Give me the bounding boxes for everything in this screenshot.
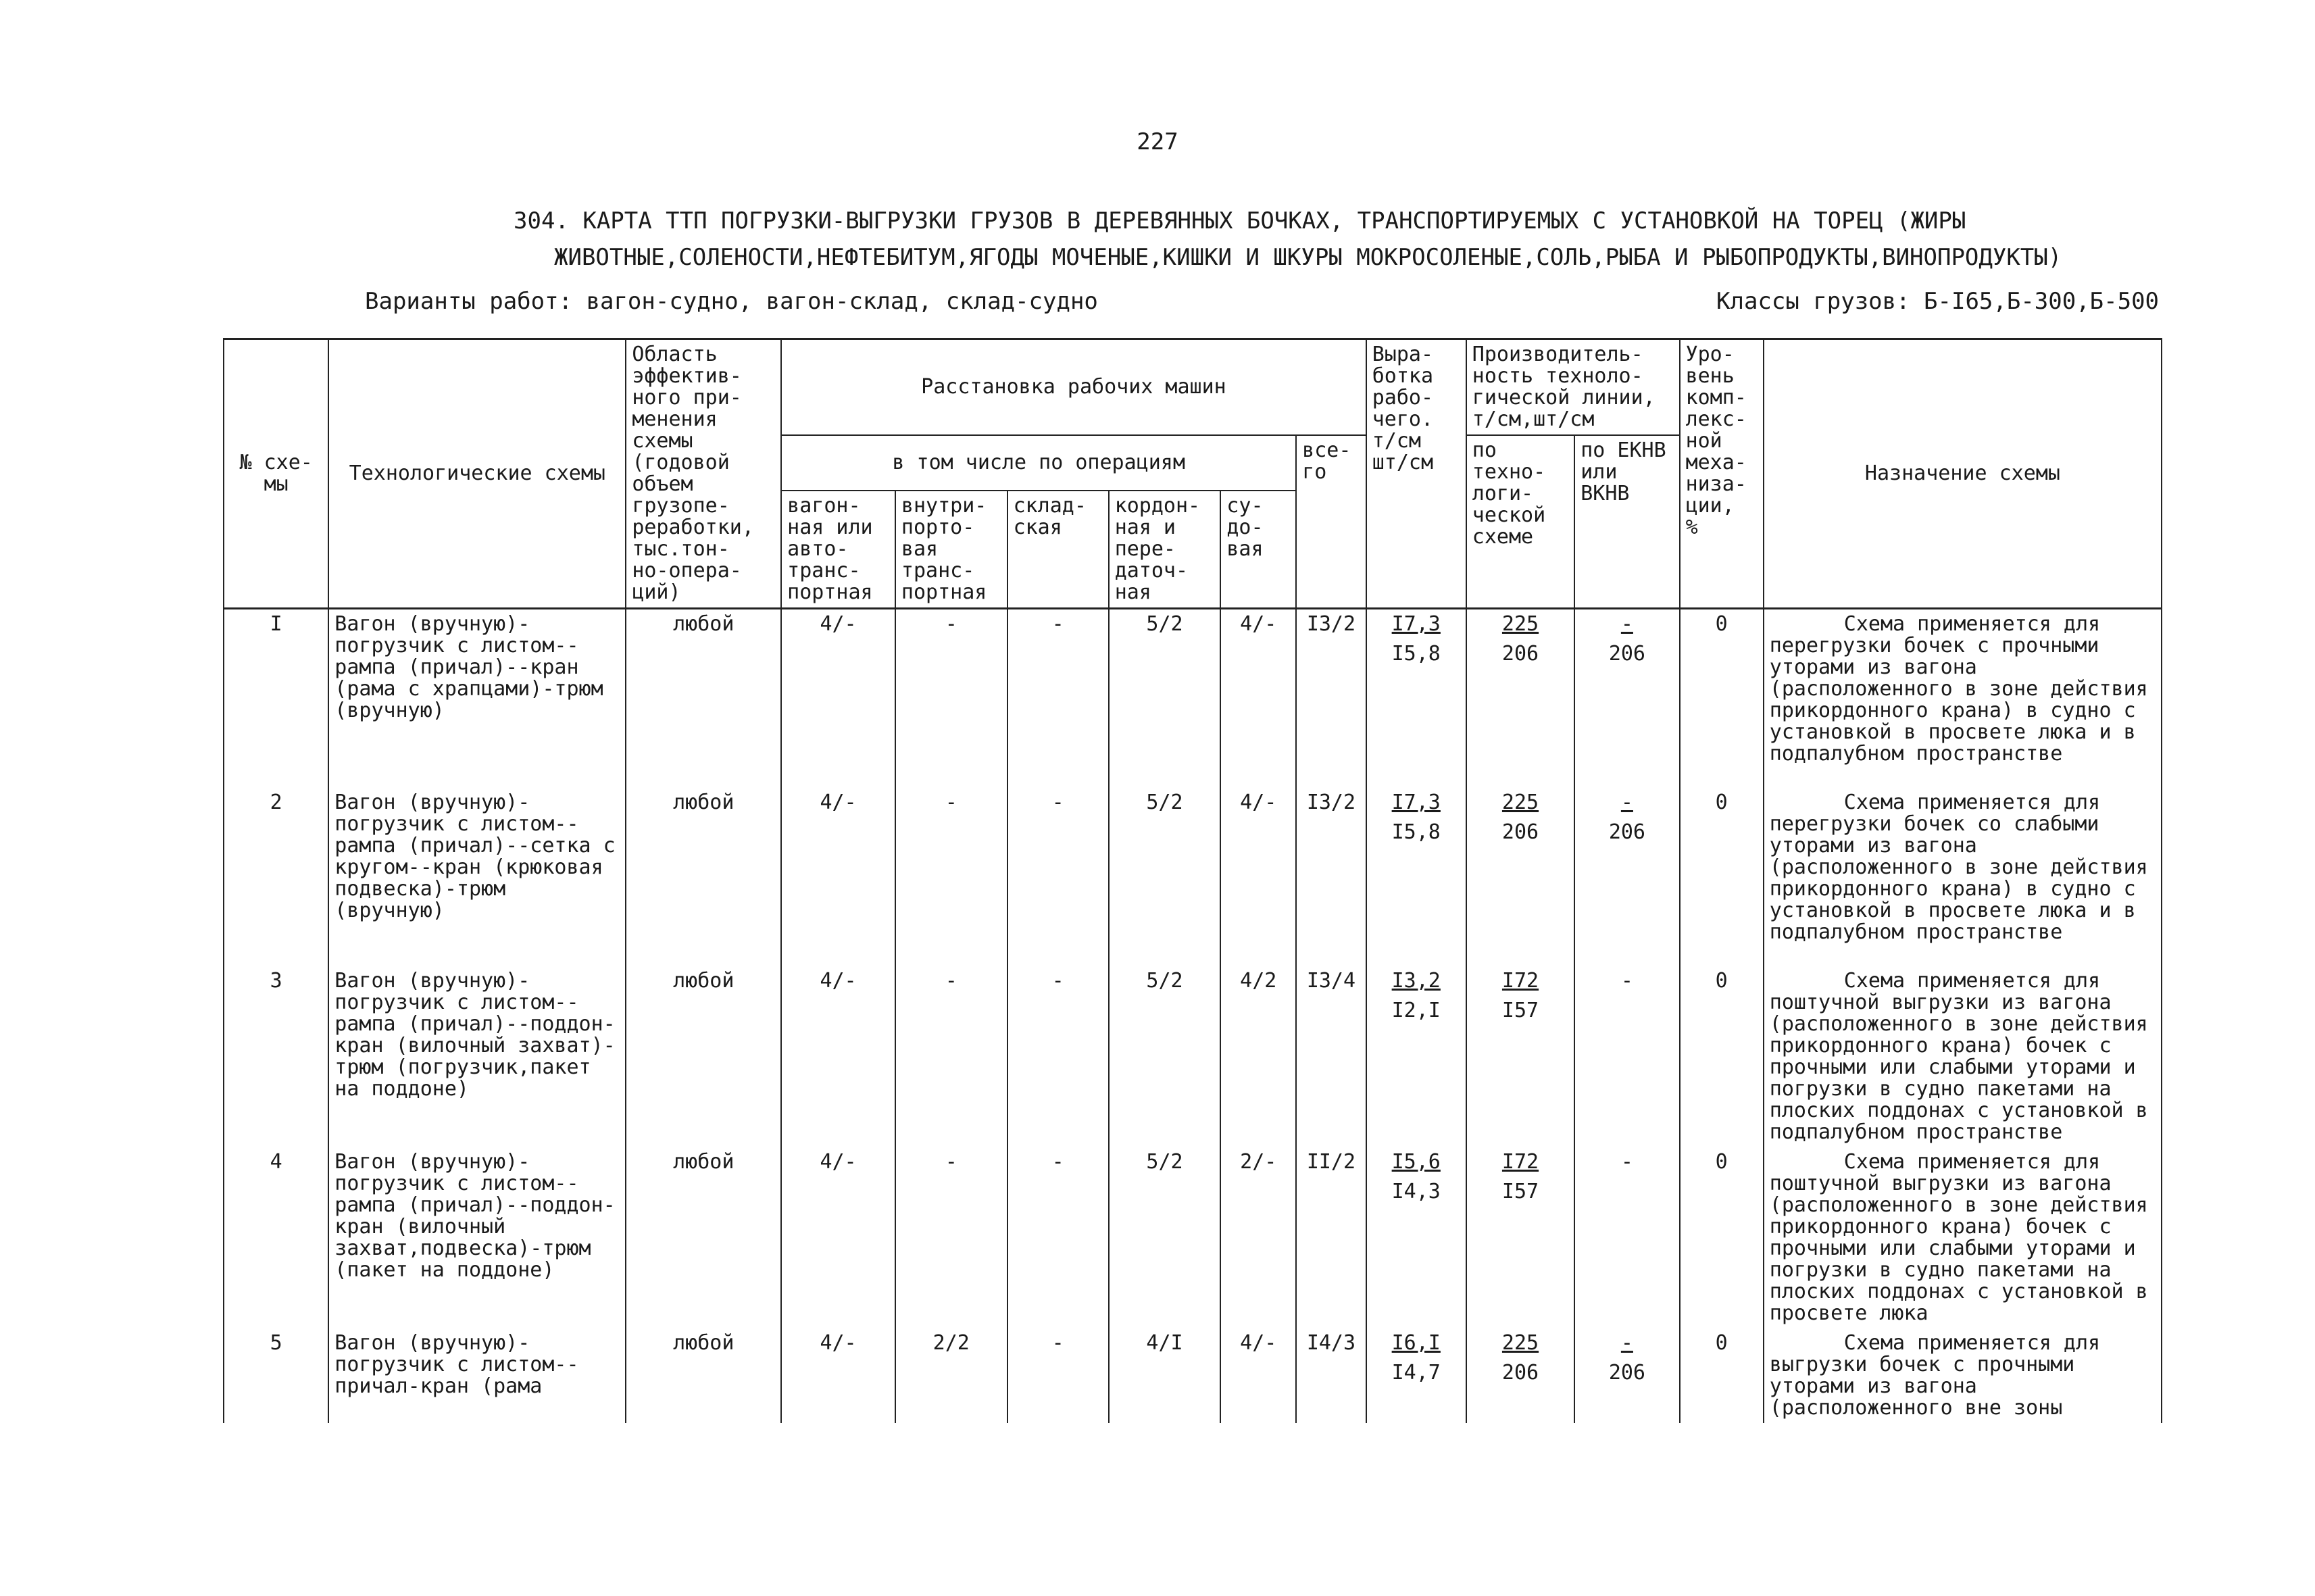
header-scheme-purpose: Назначение схемы	[1764, 339, 2162, 609]
internal-machines: -	[895, 1147, 1007, 1328]
ekhnv-tons: -	[1620, 791, 1633, 814]
productivity-tons: 225	[1501, 612, 1539, 636]
ekhnv-tons: -	[1620, 1150, 1633, 1174]
scheme-description: Вагон (вручную)-погрузчик с листом--рампа (причал)--кран (рама с храпцами)-трюм (вручную)	[328, 609, 626, 789]
ship-machines: 4/-	[1220, 609, 1296, 789]
table-row	[224, 609, 2162, 789]
wagon-machines: 4/-	[781, 1147, 895, 1328]
productivity-pieces: 206	[1501, 1361, 1539, 1385]
internal-machines: -	[895, 788, 1007, 966]
mechanization-level: 0	[1680, 966, 1764, 1147]
internal-machines: -	[895, 966, 1007, 1147]
header-machine-placement: Расстановка рабочих машин	[781, 339, 1366, 436]
internal-machines: 2/2	[895, 1328, 1007, 1423]
scheme-purpose: Схема применяется для выгрузки бочек с прочными уторами из вагона (расположенного вне зоны	[1764, 1328, 2162, 1423]
productivity-by-scheme	[1466, 1147, 1574, 1328]
scheme-purpose: Схема применяется для поштучной выгрузки из вагона (расположенного в зоне действия прикордонного крана) бочек с прочными или слабыми уторами и погрузки в судно пакетами на плоских поддонах с установкой в просвете люка	[1764, 1147, 2162, 1328]
header-application-area: Область эффектив- ного при- менения схемы (годовой объем грузопе- реработки, тыс.тон- но-опера- ций)	[626, 339, 781, 609]
header-by-ekhnv: по ЕКНВ или ВКНВ	[1574, 435, 1679, 609]
title-line-1: 304. КАРТА ТТП ПОГРУЗКИ-ВЫГРУЗКИ ГРУЗОВ В ДЕРЕВЯННЫХ БОЧКАХ, ТРАНСПОРТИРУЕМЫХ С УСТАНОВКОЙ НА ТОРЕЦ (ЖИРЫ	[514, 207, 1966, 234]
scheme-purpose: Схема применяется для поштучной выгрузки из вагона (расположенного в зоне действия прикордонного крана) бочек с прочными или слабыми уторами и погрузки в судно пакетами на плоских поддонах с установкой в подпалубном пространстве	[1764, 966, 2162, 1147]
output-tons: I6,I	[1391, 1331, 1441, 1355]
total-machines: II/2	[1296, 1147, 1366, 1328]
mechanization-level: 0	[1680, 1328, 1764, 1423]
work-variants: Варианты работ: вагон-судно, вагон-склад, склад-судно	[365, 288, 1098, 315]
ttp-table	[223, 338, 2162, 1423]
application-area: любой	[626, 1147, 781, 1328]
header-ship: су- до- вая	[1220, 491, 1296, 609]
wagon-machines: 4/-	[781, 788, 895, 966]
productivity-by-scheme	[1466, 1328, 1574, 1423]
scheme-number: 5	[224, 1328, 328, 1423]
productivity-by-ekhnv	[1574, 1328, 1679, 1423]
productivity-by-scheme	[1466, 966, 1574, 1147]
ekhnv-tons: -	[1620, 612, 1633, 636]
header-line-productivity: Производитель- ность техноло- гической линии, т/см,шт/см	[1466, 339, 1680, 436]
productivity-by-ekhnv	[1574, 788, 1679, 966]
application-area: любой	[626, 966, 781, 1147]
table-row	[224, 1328, 2162, 1423]
productivity-tons: 225	[1501, 791, 1539, 814]
header-worker-output: Выра- ботка рабо- чего. т/см шт/см	[1366, 339, 1466, 609]
ship-machines: 2/-	[1220, 1147, 1296, 1328]
application-area: любой	[626, 788, 781, 966]
ekhnv-pieces: 206	[1608, 1361, 1645, 1385]
page-number: 227	[1137, 128, 1178, 155]
cordon-machines: 5/2	[1109, 788, 1221, 966]
ekhnv-pieces: 206	[1608, 820, 1645, 844]
total-machines: I4/3	[1296, 1328, 1366, 1423]
table-row	[224, 788, 2162, 966]
scheme-description: Вагон (вручную)-погрузчик с листом--рампа (причал)--поддон-кран (вилочный захват)-трюм (погрузчик,пакет на поддоне)	[328, 966, 626, 1147]
mechanization-level: 0	[1680, 1147, 1764, 1328]
worker-output	[1366, 609, 1466, 789]
total-machines: I3/2	[1296, 788, 1366, 966]
output-tons: I5,6	[1391, 1150, 1441, 1174]
warehouse-machines: -	[1007, 1147, 1109, 1328]
scheme-number: I	[224, 609, 328, 789]
ekhnv-tons: -	[1620, 1331, 1633, 1355]
productivity-pieces: 206	[1501, 820, 1539, 844]
scheme-description: Вагон (вручную)-погрузчик с листом--причал-кран (рама	[328, 1328, 626, 1423]
cargo-classes: Классы грузов: Б-I65,Б-300,Б-500	[1716, 288, 2160, 315]
warehouse-machines: -	[1007, 788, 1109, 966]
warehouse-machines: -	[1007, 609, 1109, 789]
scheme-purpose: Схема применяется для перегрузки бочек со слабыми уторами из вагона (расположенного в зоне действия прикордонного крана) в судно с установкой в просвете люка и в подпалубном пространстве	[1764, 788, 2162, 966]
internal-machines: -	[895, 609, 1007, 789]
output-pieces: I4,3	[1391, 1180, 1441, 1203]
header-scheme-number: № схе- мы	[224, 339, 328, 609]
header-cordon: кордон- ная и пере- даточ- ная	[1109, 491, 1221, 609]
productivity-by-ekhnv	[1574, 1147, 1679, 1328]
scheme-number: 2	[224, 788, 328, 966]
productivity-by-ekhnv	[1574, 966, 1679, 1147]
header-mechanization-level: Уро- вень комп- лекс- ной меха- низа- ции, %	[1680, 339, 1764, 609]
productivity-by-ekhnv	[1574, 609, 1679, 789]
header-wagon: вагон- ная или авто- транс- портная	[781, 491, 895, 609]
productivity-tons: I72	[1501, 969, 1539, 993]
table-row	[224, 966, 2162, 1147]
worker-output	[1366, 1147, 1466, 1328]
ship-machines: 4/-	[1220, 1328, 1296, 1423]
page-title	[514, 203, 2203, 276]
productivity-by-scheme	[1466, 788, 1574, 966]
cordon-machines: 5/2	[1109, 609, 1221, 789]
output-tons: I7,3	[1391, 612, 1441, 636]
scheme-description: Вагон (вручную)-погрузчик с листом--рампа (причал)--поддон-кран (вилочный захват,подвеска)-трюм (пакет на поддоне)	[328, 1147, 626, 1328]
output-pieces: I5,8	[1391, 642, 1441, 666]
warehouse-machines: -	[1007, 966, 1109, 1147]
productivity-tons: I72	[1501, 1150, 1539, 1174]
scheme-purpose: Схема применяется для перегрузки бочек с прочными уторами из вагона (расположенного в зоне действия прикордонного крана) в судно с установкой в просвете люка и в подпалубном пространстве	[1764, 609, 2162, 789]
scheme-number: 4	[224, 1147, 328, 1328]
mechanization-level: 0	[1680, 788, 1764, 966]
output-tons: I3,2	[1391, 969, 1441, 993]
header-technological-schemes: Технологические схемы	[328, 339, 626, 609]
ship-machines: 4/-	[1220, 788, 1296, 966]
output-tons: I7,3	[1391, 791, 1441, 814]
scheme-description: Вагон (вручную)-погрузчик с листом--рампа (причал)--сетка с кругом--кран (крюковая подвеска)-трюм (вручную)	[328, 788, 626, 966]
wagon-machines: 4/-	[781, 1328, 895, 1423]
title-line-2: ЖИВОТНЫЕ,СОЛЕНОСТИ,НЕФТЕБИТУМ,ЯГОДЫ МОЧЕНЫЕ,КИШКИ И ШКУРЫ МОКРОСОЛЕНЫЕ,СОЛЬ,РЫБА И РЫБОПРОДУКТЫ,ВИНОПРОДУКТЫ)	[554, 244, 2062, 271]
cordon-machines: 5/2	[1109, 1147, 1221, 1328]
ship-machines: 4/2	[1220, 966, 1296, 1147]
productivity-pieces: I57	[1501, 999, 1539, 1022]
header-warehouse: склад- ская	[1007, 491, 1109, 609]
ekhnv-tons: -	[1620, 969, 1633, 993]
application-area: любой	[626, 609, 781, 789]
ekhnv-pieces: 206	[1608, 642, 1645, 666]
mechanization-level: 0	[1680, 609, 1764, 789]
scheme-number: 3	[224, 966, 328, 1147]
cordon-machines: 4/I	[1109, 1328, 1221, 1423]
output-pieces: I2,I	[1391, 999, 1441, 1022]
output-pieces: I4,7	[1391, 1361, 1441, 1385]
worker-output	[1366, 1328, 1466, 1423]
header-including-operations: в том числе по операциям	[781, 435, 1296, 491]
total-machines: I3/4	[1296, 966, 1366, 1147]
wagon-machines: 4/-	[781, 609, 895, 789]
productivity-pieces: 206	[1501, 642, 1539, 666]
worker-output	[1366, 788, 1466, 966]
productivity-pieces: I57	[1501, 1180, 1539, 1203]
productivity-by-scheme	[1466, 609, 1574, 789]
header-internal-transport: внутри- порто- вая транс- портная	[895, 491, 1007, 609]
header-total: все- го	[1296, 435, 1366, 609]
cordon-machines: 5/2	[1109, 966, 1221, 1147]
warehouse-machines: -	[1007, 1328, 1109, 1423]
header-by-scheme: по техно- логи- ческой схеме	[1466, 435, 1574, 609]
output-pieces: I5,8	[1391, 820, 1441, 844]
table-row	[224, 1147, 2162, 1328]
productivity-tons: 225	[1501, 1331, 1539, 1355]
wagon-machines: 4/-	[781, 966, 895, 1147]
worker-output	[1366, 966, 1466, 1147]
application-area: любой	[626, 1328, 781, 1423]
total-machines: I3/2	[1296, 609, 1366, 789]
